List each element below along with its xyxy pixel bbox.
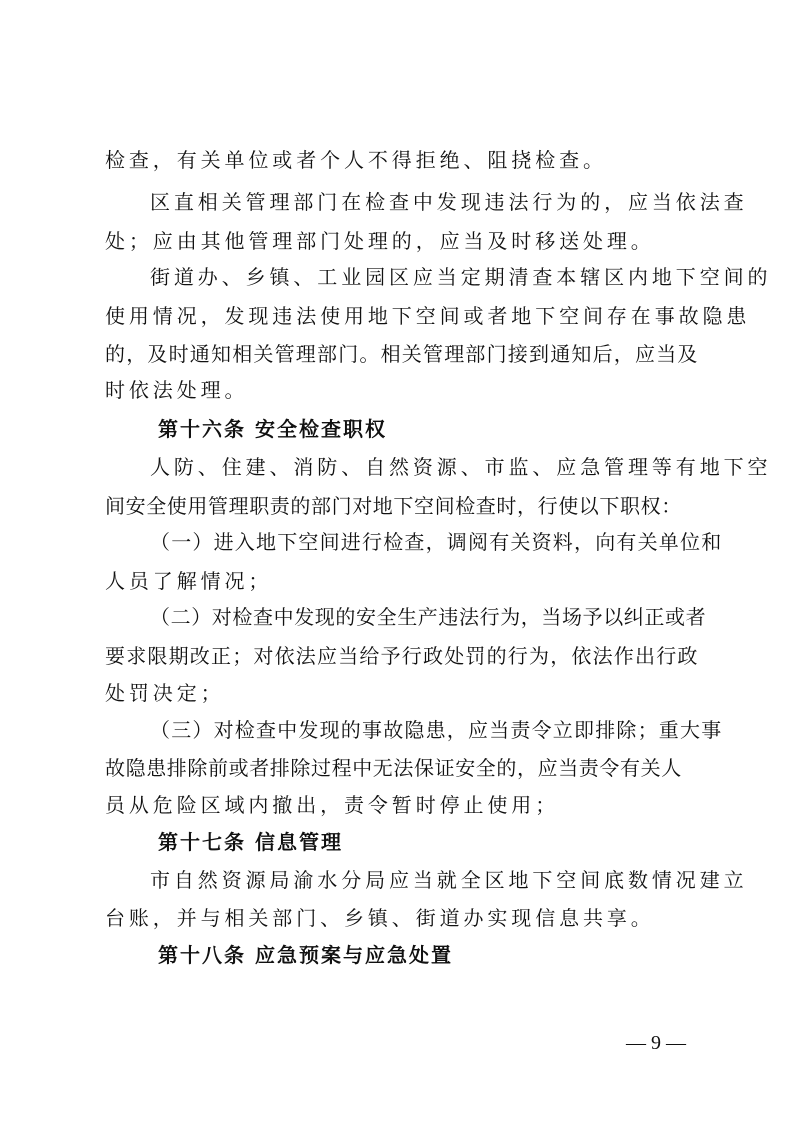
body-line: 区直相关管理部门在检查中发现违法行为的，应当依法查: [150, 190, 748, 214]
list-item-line: 员从危险区域内撤出，责令暂时停止使用；: [105, 793, 560, 817]
article-heading: 第十八条 应急预案与应急处置: [158, 943, 453, 967]
body-line: 的，及时通知相关管理部门。相关管理部门接到通知后，应当及: [105, 342, 699, 366]
body-line: 检查，有关单位或者个人不得拒绝、阻挠检查。: [105, 148, 607, 172]
list-item-line: 故隐患排除前或者排除过程中无法保证安全的，应当责令有关人: [105, 756, 682, 780]
list-item-line: 要求限期改正；对依法应当给予行政处罚的行为，依法作出行政: [105, 644, 699, 668]
body-line: 街道办、乡镇、工业园区应当定期清查本辖区内地下空间的: [150, 265, 772, 289]
body-line: 时依法处理。: [105, 378, 249, 402]
list-item-line: （二）对检查中发现的安全生产违法行为，当场予以纠正或者: [150, 605, 707, 629]
article-heading: 第十六条 安全检查职权: [158, 417, 387, 441]
page-number: — 9 —: [626, 1032, 686, 1054]
body-line: 处；应由其他管理部门处理的，应当及时移送处理。: [105, 229, 655, 253]
body-line: 使用情况，发现违法使用地下空间或者地下空间存在事故隐患: [105, 304, 751, 328]
article-heading: 第十七条 信息管理: [158, 830, 343, 854]
body-line: 间安全使用管理职责的部门对地下空间检查时，行使以下职权：: [105, 494, 682, 518]
list-item-line: （三）对检查中发现的事故隐患，应当责令立即排除；重大事: [150, 718, 723, 742]
body-line: 台账，并与相关部门、乡镇、街道办实现信息共享。: [105, 906, 655, 930]
list-item-line: 人员了解情况；: [105, 569, 273, 593]
list-item-line: 处罚决定；: [105, 681, 225, 705]
body-line: 人防、住建、消防、自然资源、市监、应急管理等有地下空: [150, 455, 772, 479]
body-line: 市自然资源局渝水分局应当就全区地下空间底数情况建立: [150, 868, 748, 892]
list-item-line: （一）进入地下空间进行检查，调阅有关资料，向有关单位和: [150, 530, 723, 554]
